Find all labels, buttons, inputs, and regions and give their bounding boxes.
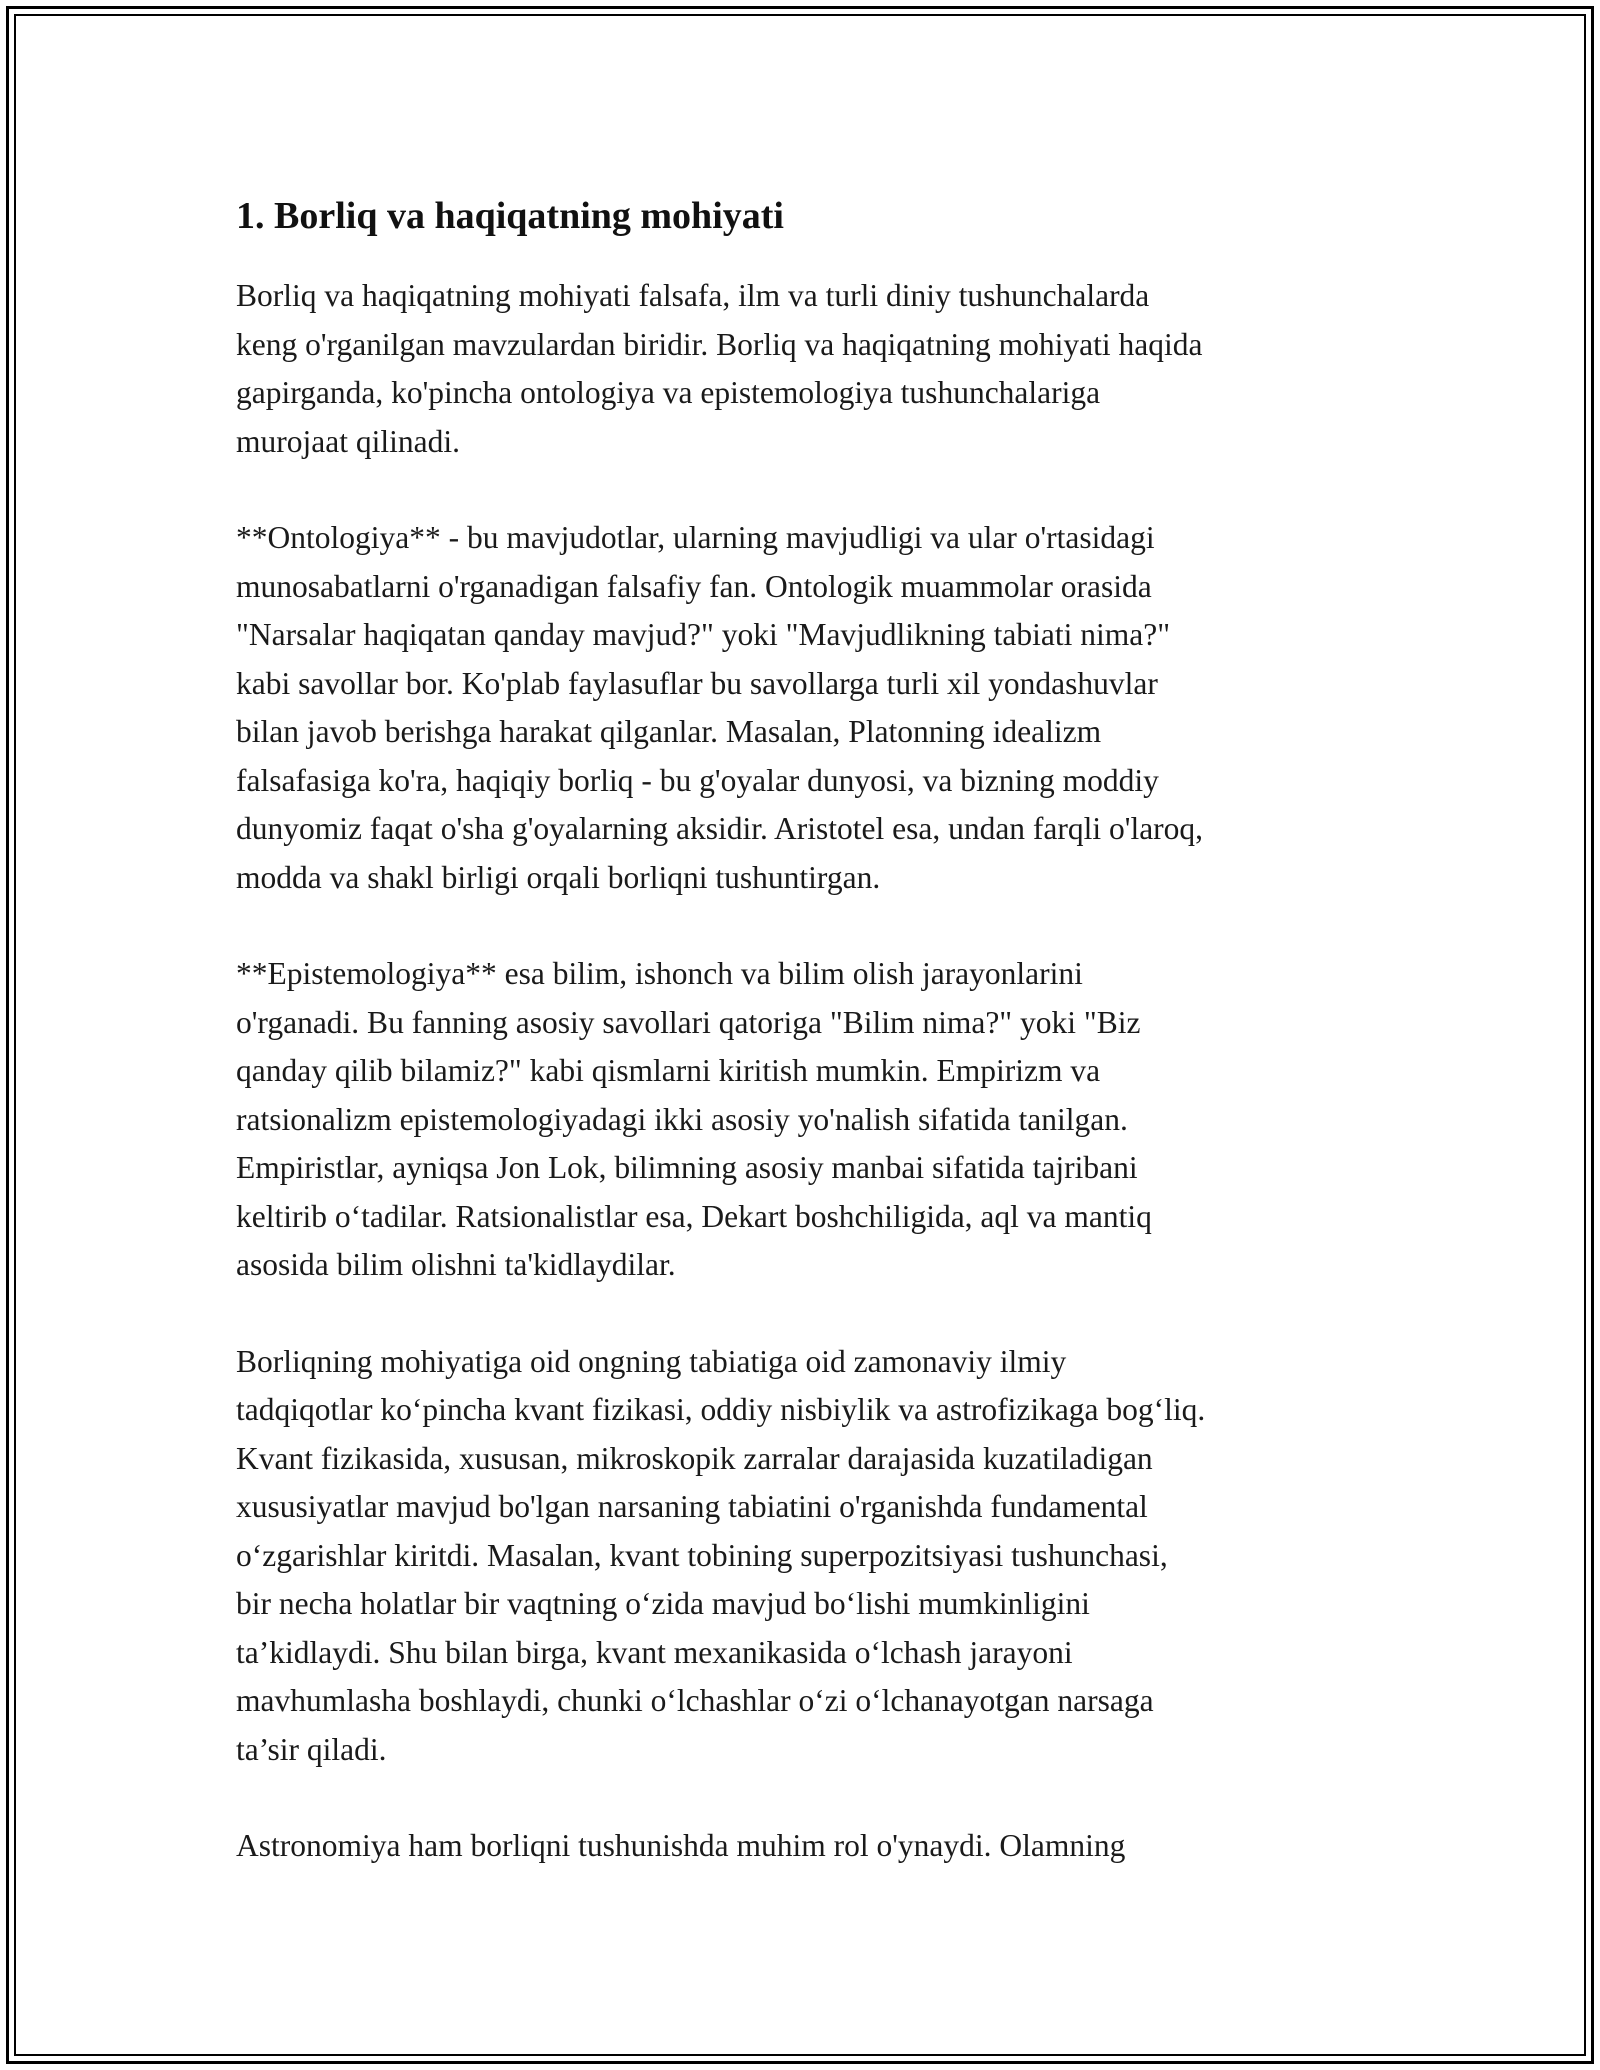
paragraph-quantum: Borliqning mohiyatiga oid ongning tabiatiga oid zamonaviy ilmiy tadqiqotlar ko‘pincha kvant fizikasi, oddiy nisbiylik va astrofizikaga bog‘liq. Kvant fizikasida, xususan, mikroskopik zarralar darajasida kuzatiladigan xususiyatlar mavjud bo'lgan narsaning tabiatini o'rganishda fundamental o‘zgarishlar kiritdi. Masalan, kvant tobining superpozitsiyasi tushunchasi, bir necha holatlar bir vaqtning o‘zida mavjud bo‘lishi mumkinligini ta’kidlaydi. Shu bilan birga, kvant mexanikasida o‘lchash jarayoni mavhumlasha boshlaydi, chunki o‘lchashlar o‘zi o‘lchanayotgan narsaga ta’sir qiladi.	[236, 1343, 1206, 1767]
section-heading: 1. Borliq va haqiqatning mohiyati	[236, 195, 784, 237]
paragraph-epistemology: **Epistemologiya** esa bilim, ishonch va bilim olish jarayonlarini o'rganadi. Bu fanning asosiy savollari qatoriga "Bilim nima?" yoki "Biz qanday qilib bilamiz?" kabi qismlarni kiritish mumkin. Empirizm va ratsionalizm epistemologiyadagi ikki asosiy yo'nalish sifatida tanilgan. Empiristlar, ayniqsa Jon Lok, bilimning asosiy manbai sifatida tajribani keltirib o‘tadilar. Ratsionalistlar esa, Dekart boshchiligida, aql va mantiq asosida bilim olishni ta'kidlaydilar.	[236, 956, 1152, 1282]
paragraph-ontology: **Ontologiya** - bu mavjudotlar, ularning mavjudligi va ular o'rtasidagi munosabatlarni o'rganadigan falsafiy fan. Ontologik muammolar orasida "Narsalar haqiqatan qanday mavjud?" yoki "Mavjudlikning tabiati nima?" kabi savollar bor. Ko'plab faylasuflar bu savollarga turli xil yondashuvlar bilan javob berishga harakat qilganlar. Masalan, Platonning idealizm falsafasiga ko'ra, haqiqiy borliq - bu g'oyalar dunyosi, va bizning moddiy dunyomiz faqat o'sha g'oyalarning aksidir. Aristotel esa, undan farqli o'laroq, modda va shakl birligi orqali borliqni tushuntirgan.	[236, 520, 1204, 895]
document-body	[236, 188, 1376, 1919]
paragraph-astronomy: Astronomiya ham borliqni tushunishda muhim rol o'ynaydi. Olamning	[236, 1828, 1126, 1863]
paragraph-intro: Borliq va haqiqatning mohiyati falsafa, ilm va turli diniy tushunchalarda keng o'rganilgan mavzulardan biridir. Borliq va haqiqatning mohiyati haqida gapirganda, ko'pincha ontologiya va epistemologiya tushunchalariga murojaat qilinadi.	[236, 278, 1203, 459]
